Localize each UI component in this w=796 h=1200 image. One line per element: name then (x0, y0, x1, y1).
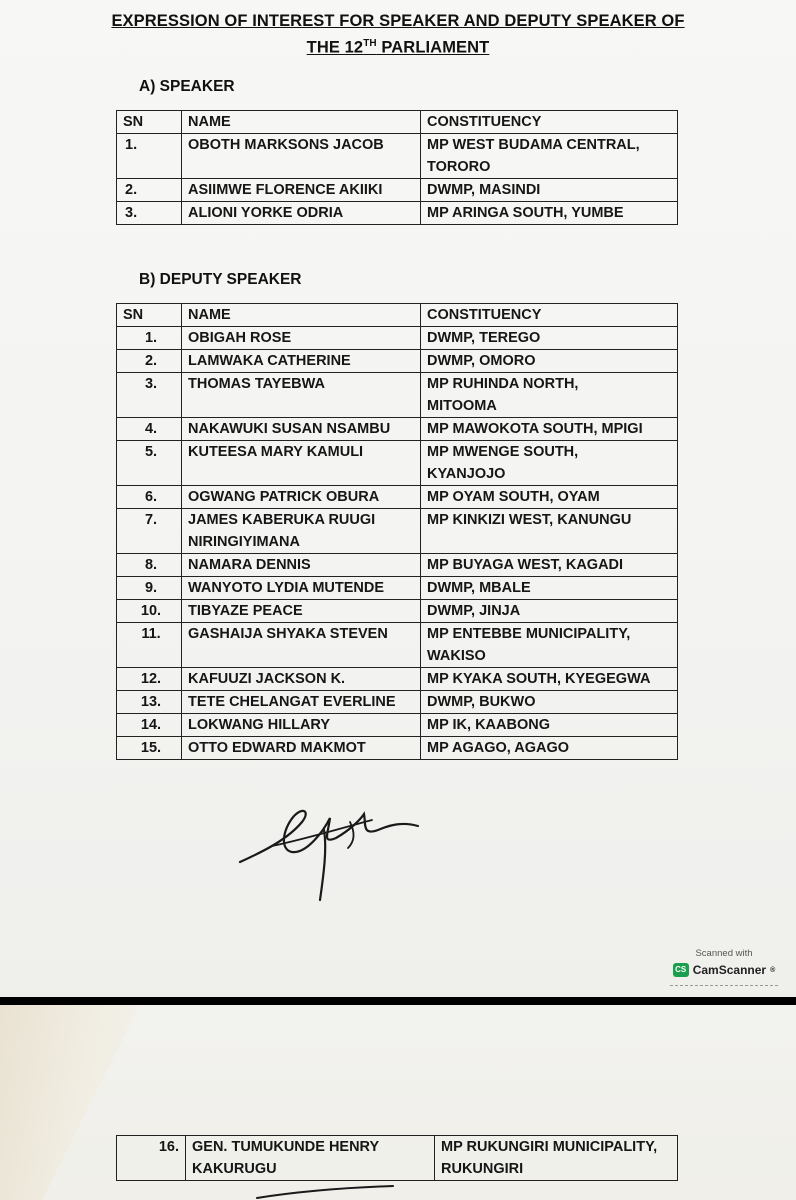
row-constituency: DWMP, MBALE (421, 577, 678, 600)
row-sn: 12. (117, 668, 182, 691)
row-name: OTTO EDWARD MAKMOT (182, 737, 421, 760)
row-constituency: MP IK, KAABONG (421, 714, 678, 737)
table-row (117, 509, 678, 554)
row-sn: 8. (117, 554, 182, 577)
row-name: NAMARA DENNIS (182, 554, 421, 577)
row-name: OBIGAH ROSE (182, 327, 421, 350)
row-constituency: MP RUHINDA NORTH, MITOOMA (421, 373, 678, 418)
column-header-constituency: CONSTITUENCY (421, 111, 678, 134)
column-header-name: NAME (182, 304, 421, 327)
row-constituency: DWMP, OMORO (421, 350, 678, 373)
row-name: TETE CHELANGAT EVERLINE (182, 691, 421, 714)
row-name: KAFUUZI JACKSON K. (182, 668, 421, 691)
signature (232, 800, 422, 905)
watermark-brand: CamScanner (692, 963, 767, 977)
row-sn: 7. (117, 509, 182, 554)
table-row (117, 486, 678, 509)
table-row (117, 600, 678, 623)
speaker-heading: A) SPEAKER (139, 78, 235, 95)
table-row (117, 737, 678, 760)
table-header-row (117, 111, 678, 134)
row-sn: 9. (117, 577, 182, 600)
row-sn: 3. (117, 202, 182, 225)
row-sn: 11. (117, 623, 182, 668)
row-name: TIBYAZE PEACE (182, 600, 421, 623)
column-header-name: NAME (182, 111, 421, 134)
row-name: OGWANG PATRICK OBURA (182, 486, 421, 509)
table-row (117, 691, 678, 714)
table-row (117, 373, 678, 418)
speaker-table (116, 110, 678, 225)
row-name: ASIIMWE FLORENCE AKIIKI (182, 179, 421, 202)
watermark-caption: Scanned with (695, 948, 753, 959)
row-constituency: MP MWENGE SOUTH, KYANJOJO (421, 441, 678, 486)
row-sn: 6. (117, 486, 182, 509)
row-constituency: DWMP, JINJA (421, 600, 678, 623)
table-row (117, 554, 678, 577)
row-name: LOKWANG HILLARY (182, 714, 421, 737)
table-row (117, 714, 678, 737)
row-sn: 2. (117, 350, 182, 373)
row-constituency: MP KYAKA SOUTH, KYEGEGWA (421, 668, 678, 691)
table-row (117, 179, 678, 202)
deputy-speaker-table (116, 303, 678, 760)
table-row (117, 668, 678, 691)
row-constituency: MP OYAM SOUTH, OYAM (421, 486, 678, 509)
row-name: THOMAS TAYEBWA (182, 373, 421, 418)
table-row (117, 577, 678, 600)
document-title-line-2: THE 12TH PARLIAMENT (306, 38, 490, 57)
row-sn: 4. (117, 418, 182, 441)
document-title-line-1: EXPRESSION OF INTEREST FOR SPEAKER AND DEPUTY SPEAKER OF (111, 12, 685, 30)
row-constituency: MP ENTEBBE MUNICIPALITY, WAKISO (421, 623, 678, 668)
row-constituency: DWMP, MASINDI (421, 179, 678, 202)
table-row (117, 623, 678, 668)
row-constituency: MP MAWOKOTA SOUTH, MPIGI (421, 418, 678, 441)
table-row (117, 327, 678, 350)
row-constituency: MP RUKUNGIRI MUNICIPALITY, RUKUNGIRI (435, 1136, 678, 1181)
row-constituency: MP ARINGA SOUTH, YUMBE (421, 202, 678, 225)
row-name: GASHAIJA SHYAKA STEVEN (182, 623, 421, 668)
row-sn: 5. (117, 441, 182, 486)
row-sn: 14. (117, 714, 182, 737)
row-sn: 2. (117, 179, 182, 202)
row-constituency: MP WEST BUDAMA CENTRAL, TORORO (421, 134, 678, 179)
row-constituency: DWMP, BUKWO (421, 691, 678, 714)
column-header-sn: SN (117, 304, 182, 327)
row-sn: 1. (117, 327, 182, 350)
page-divider (0, 997, 796, 1005)
row-name: GEN. TUMUKUNDE HENRY KAKURUGU (186, 1136, 435, 1181)
table-row (117, 202, 678, 225)
continuation-table (116, 1135, 678, 1181)
row-constituency: MP AGAGO, AGAGO (421, 737, 678, 760)
row-name: KUTEESA MARY KAMULI (182, 441, 421, 486)
table-row (117, 441, 678, 486)
row-sn: 10. (117, 600, 182, 623)
table-header-row (117, 304, 678, 327)
deputy-speaker-heading: B) DEPUTY SPEAKER (139, 271, 302, 288)
row-name: ALIONI YORKE ODRIA (182, 202, 421, 225)
column-header-constituency: CONSTITUENCY (421, 304, 678, 327)
row-sn: 3. (117, 373, 182, 418)
table-row (117, 350, 678, 373)
row-sn: 13. (117, 691, 182, 714)
row-name: JAMES KABERUKA RUUGI NIRINGIYIMANA (182, 509, 421, 554)
table-row (117, 1136, 678, 1181)
column-header-sn: SN (117, 111, 182, 134)
table-row (117, 134, 678, 179)
signature-fragment (255, 1180, 395, 1200)
row-name: LAMWAKA CATHERINE (182, 350, 421, 373)
row-name: WANYOTO LYDIA MUTENDE (182, 577, 421, 600)
row-constituency: DWMP, TEREGO (421, 327, 678, 350)
row-constituency: MP KINKIZI WEST, KANUNGU (421, 509, 678, 554)
row-sn: 1. (117, 134, 182, 179)
table-row (117, 418, 678, 441)
row-sn: 15. (117, 737, 182, 760)
row-constituency: MP BUYAGA WEST, KAGADI (421, 554, 678, 577)
camscanner-logo-icon: CS (673, 963, 689, 977)
row-sn: 16. (117, 1136, 186, 1181)
row-name: NAKAWUKI SUSAN NSAMBU (182, 418, 421, 441)
row-name: OBOTH MARKSONS JACOB (182, 134, 421, 179)
camscanner-watermark: Scanned with CS CamScanner ® (668, 948, 780, 988)
